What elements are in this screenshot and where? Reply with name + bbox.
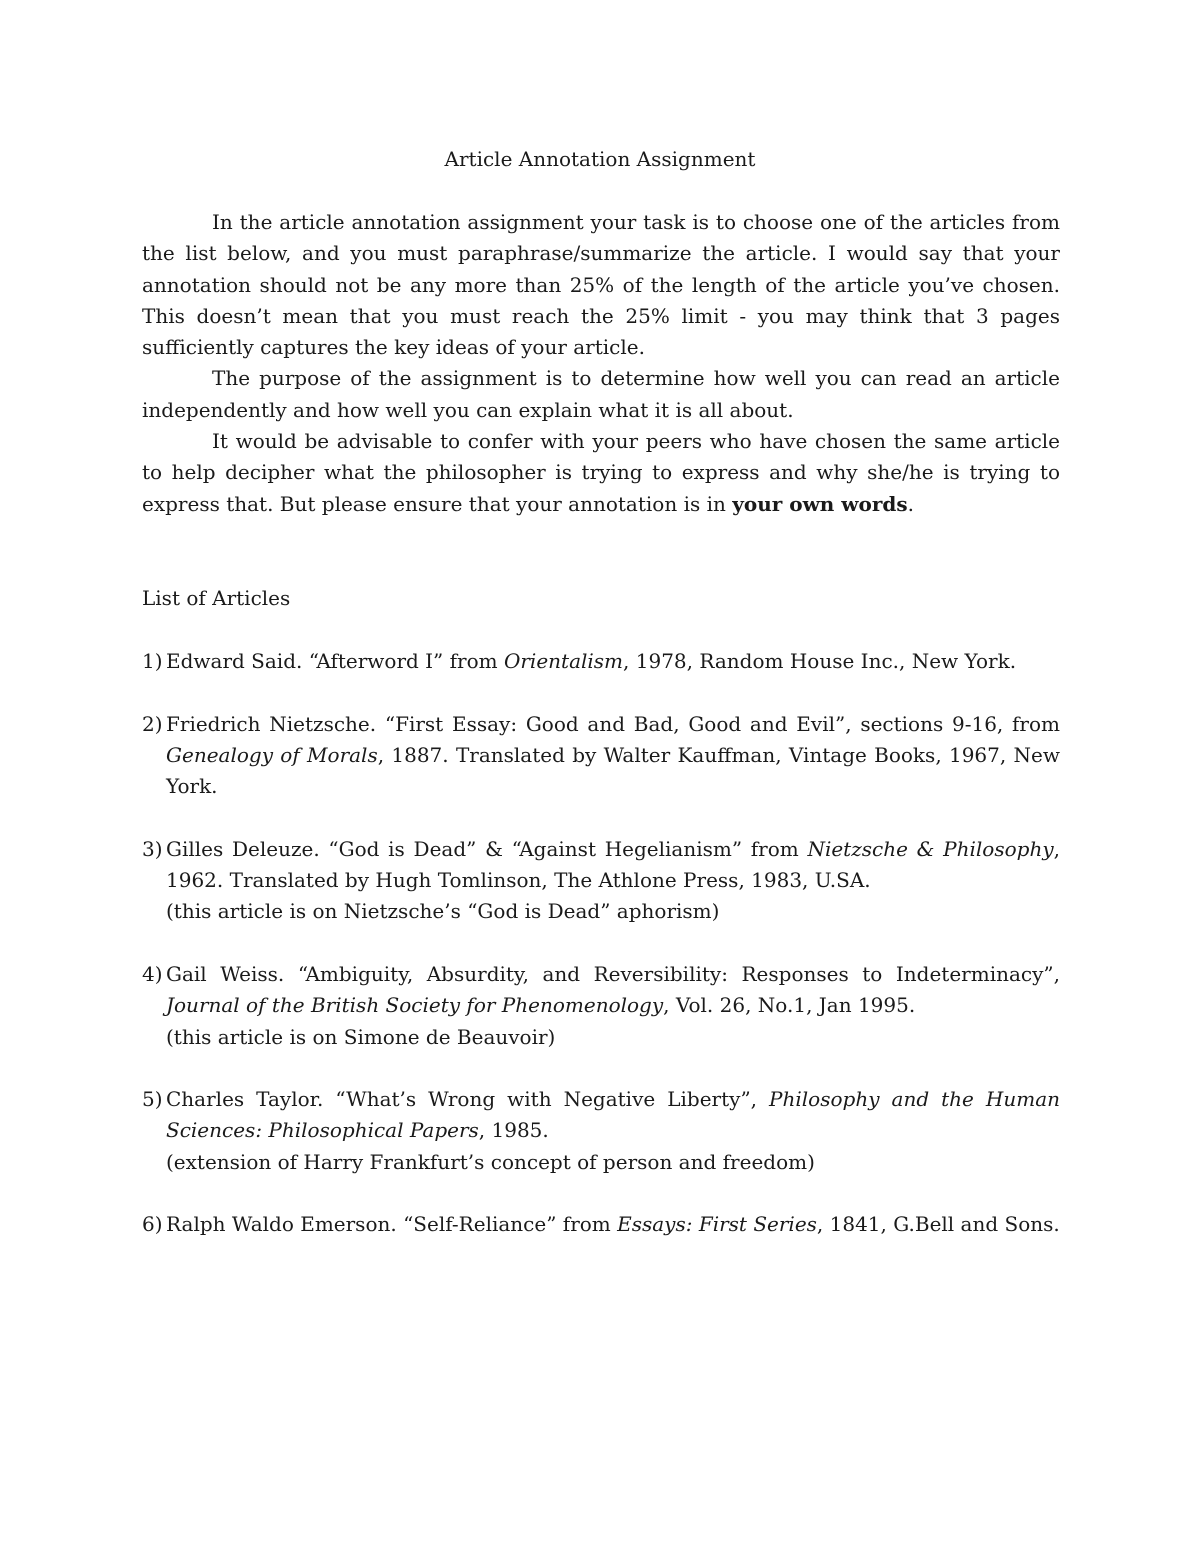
citation-author-title: Edward Said. “Afterword I” from [166,649,504,673]
paragraph-task: In the article annotation assignment your task is to choose one of the articles from the list below, and you must paraphrase/summarize the article. I would say that your annotation should not be any more than 25% of the length of the article you’ve chosen. This doesn’t mean that you must reach the 25% limit - you may think that 3 pages sufficiently captures the key ideas of your article. [142,210,1060,360]
citation-source: Journal of the British Society for Phenomenology [166,993,664,1018]
citation-source: Essays: First Series [617,1212,817,1237]
article-note: (this article is on Simone de Beauvoir) [166,1024,556,1049]
article-citation [166,834,1060,928]
list-item [142,1209,1060,1240]
citation-author-title: Charles Taylor. “What’s Wrong with Negative Liberty”, [166,1087,770,1112]
article-number: 1) [142,649,163,673]
article-citation [166,709,1060,803]
list-item [142,1084,1060,1178]
advice-emphasis: your own words [732,491,908,516]
citation-author-title: Gail Weiss. “Ambiguity, Absurdity, and Reversibility: Responses to Indeterminacy”, [166,961,1060,986]
article-note: (this article is on Nietzsche’s “God is Dead” aphorism) [166,899,720,924]
citation-author-title: Gilles Deleuze. “God is Dead” & “Against Hegelianism” from [166,836,808,861]
article-citation [166,646,1060,677]
article-citation [166,959,1060,1053]
citation-source: Orientalism [503,649,624,673]
citation-source: Genealogy of Morals [166,742,378,767]
citation-source: Philosophy and the Human Sciences: Philosophical Papers [166,1087,1061,1143]
article-number: 5) [142,1087,163,1112]
page-title: Article Annotation Assignment [444,147,756,171]
advice-text: It would be advisable to confer with your peers who have chosen the same article to help decipher what the philosopher is trying to express and why she/he is trying to express that. But please ensure that your annotation is in [142,429,1060,516]
citation-details: , Vol. 26, No.1, Jan 1995. [663,993,916,1018]
citation-details: , 1841, G.Bell and Sons. [816,1212,1060,1237]
article-citation [166,1084,1060,1178]
citation-author-title: Friedrich Nietzsche. “First Essay: Good and Bad, Good and Evil”, sections 9-16, from [166,711,1060,736]
list-item [142,709,1060,803]
citation-details: , 1978, Random House Inc., New York. [623,649,1017,673]
citation-author-title: Ralph Waldo Emerson. “Self-Reliance” from [166,1212,618,1237]
citation-source: Nietzsche & Philosophy [807,836,1054,861]
citation-details: , 1887. Translated by Walter Kauffman, Vintage Books, 1967, New York. [166,742,1060,799]
list-item [142,834,1060,928]
article-number: 3) [142,836,163,861]
list-item [142,646,1060,677]
article-number: 2) [142,711,163,736]
advice-end: . [907,491,914,516]
list-item [142,959,1060,1053]
article-citation [166,1209,1060,1240]
instructions-body [142,207,1060,520]
article-list [142,646,1060,1272]
list-heading: List of Articles [142,586,291,610]
paragraph-advice [142,426,1060,520]
paragraph-purpose: The purpose of the assignment is to determine how well you can read an article independently and how well you can explain what it is all about. [142,366,1060,422]
citation-details: , 1962. Translated by Hugh Tomlinson, The Athlone Press, 1983, U.SA. [166,836,1060,893]
article-note: (extension of Harry Frankfurt’s concept of person and freedom) [166,1149,815,1174]
citation-details: , 1985. [478,1118,549,1143]
article-number: 6) [142,1212,163,1237]
article-number: 4) [142,961,163,986]
